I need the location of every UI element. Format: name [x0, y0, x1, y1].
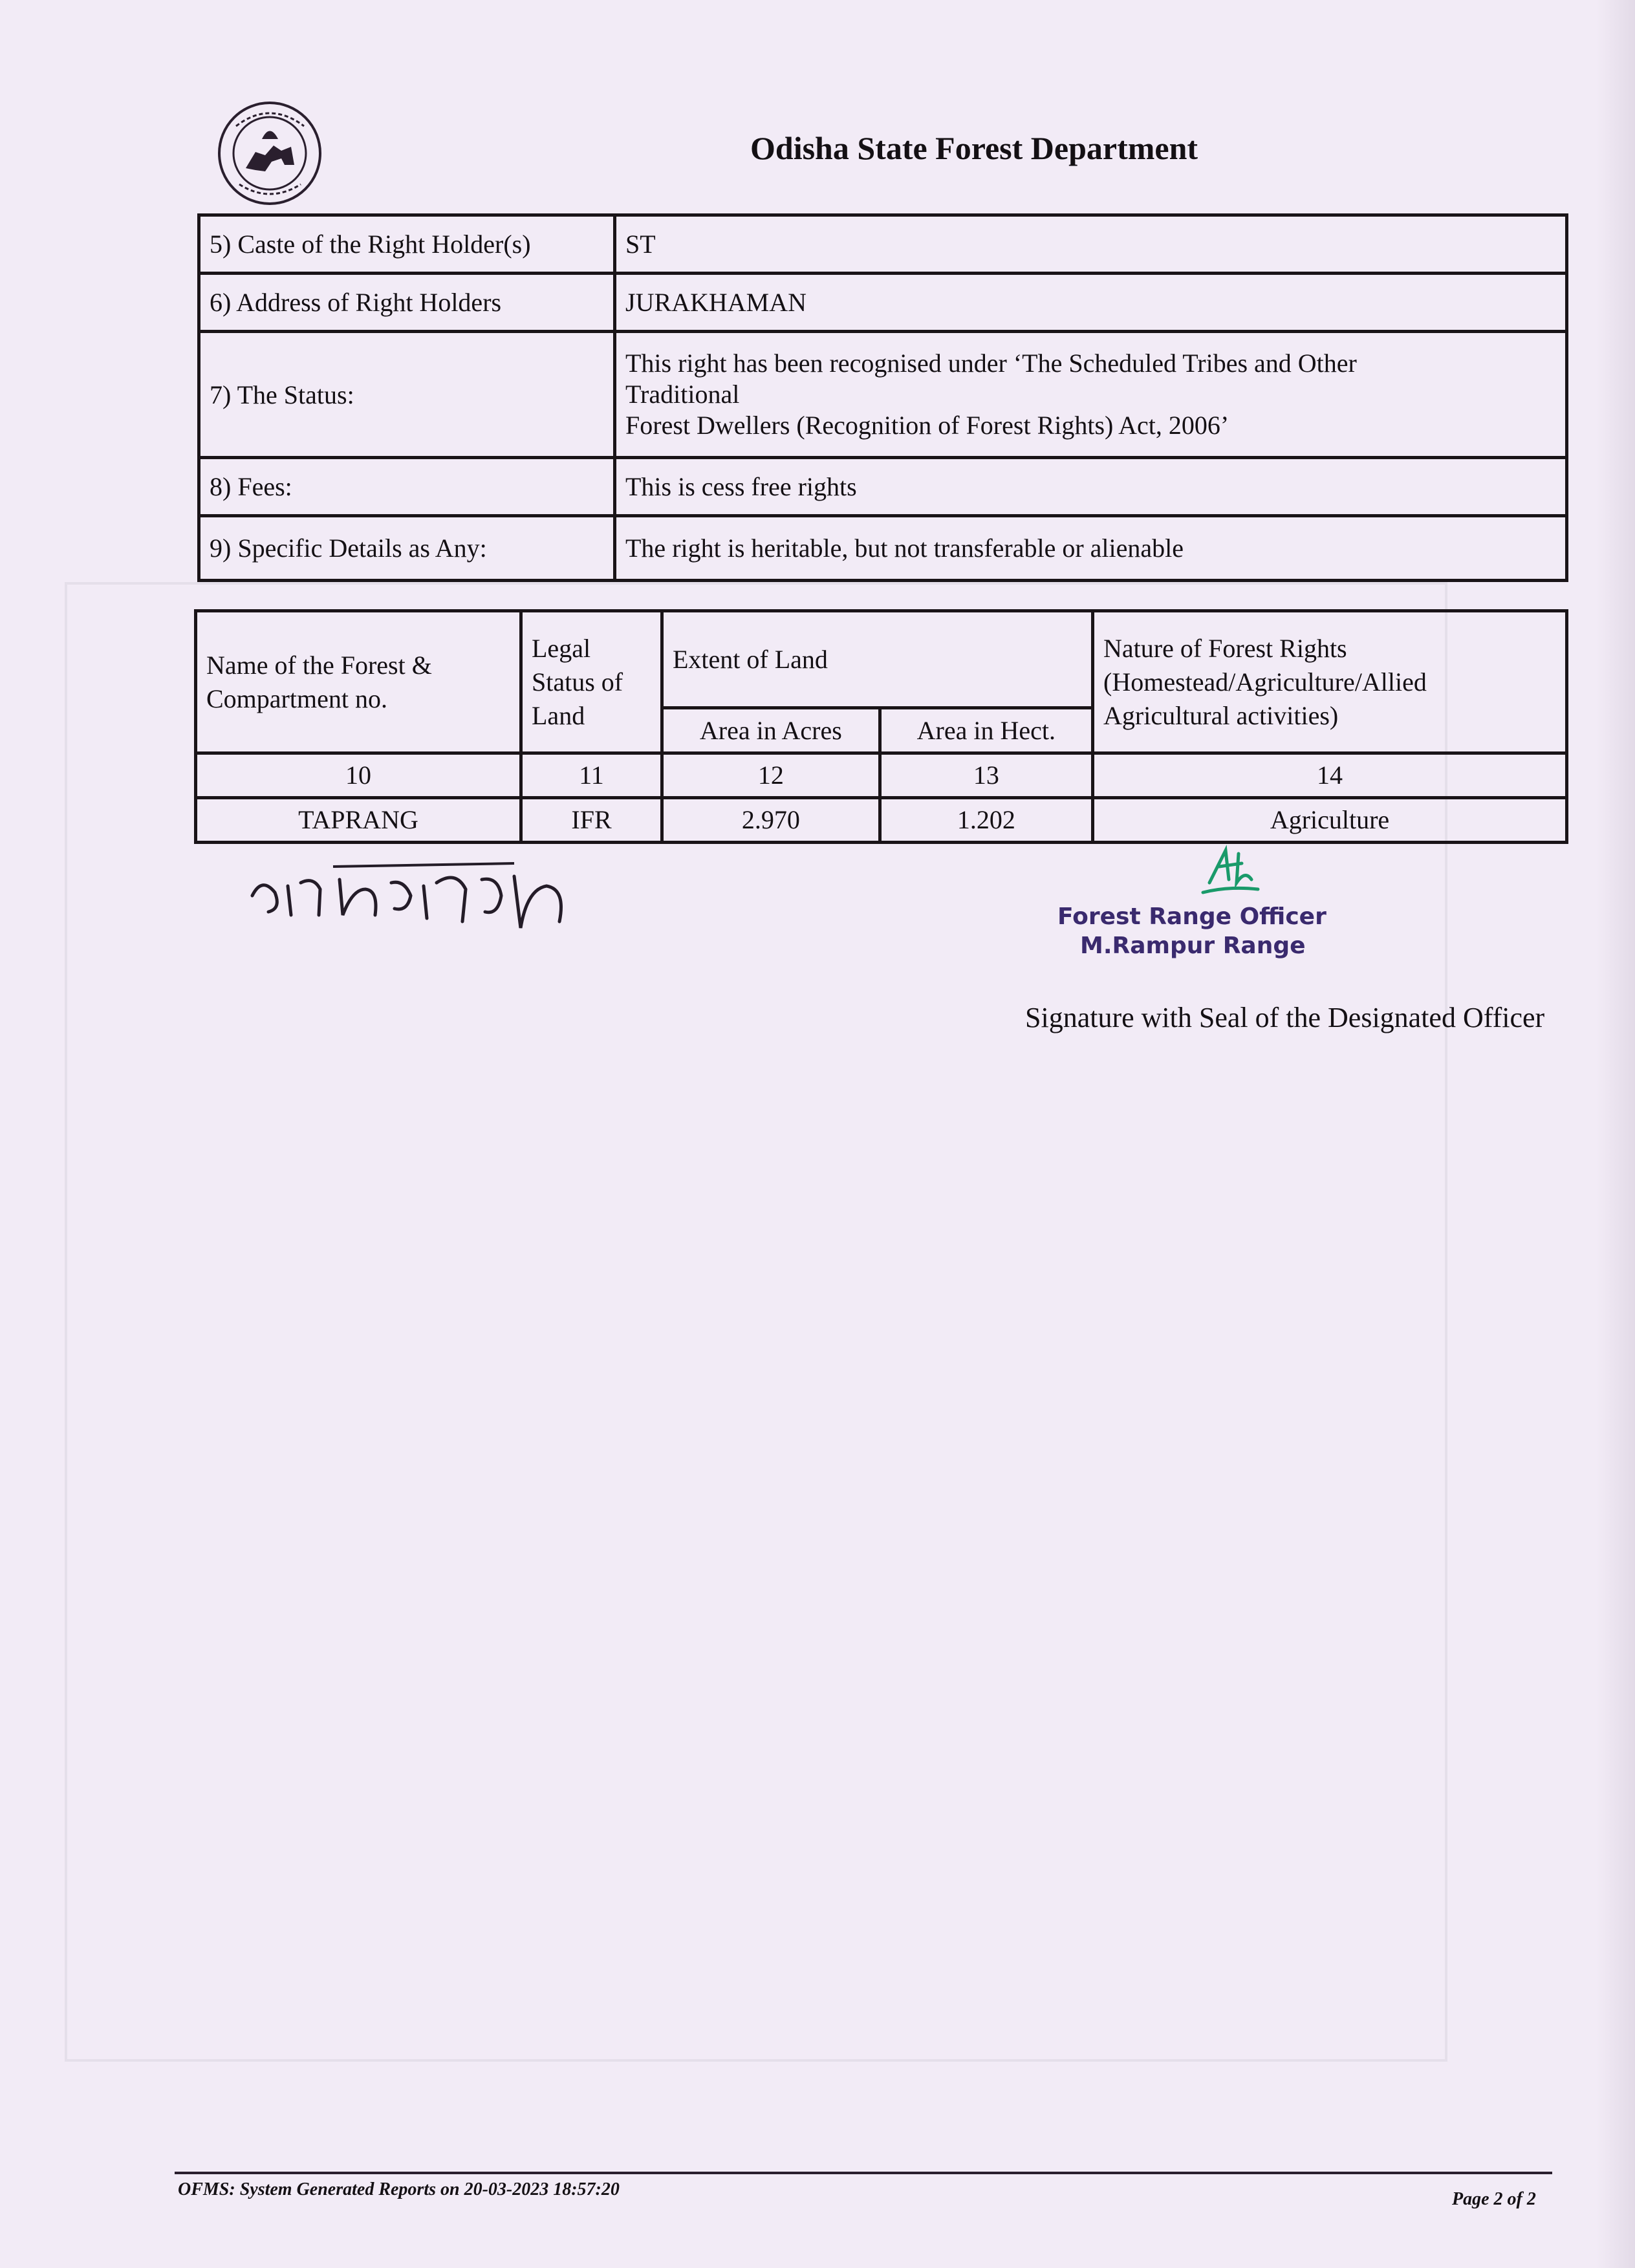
- status-line: Traditional: [625, 380, 740, 409]
- fees-value: This is cess free rights: [615, 458, 1567, 516]
- address-value: JURAKHAMAN: [615, 274, 1567, 332]
- table-row: [199, 458, 1567, 516]
- status-line: Forest Dwellers (Recognition of Forest Rights) Act, 2006’: [625, 411, 1229, 440]
- forest-name-header: Name of the Forest & Compartment no.: [196, 611, 521, 753]
- status-value: [615, 332, 1567, 458]
- officer-seal: [1057, 902, 1326, 960]
- address-label: 6) Address of Right Holders: [199, 274, 615, 332]
- legal-status-cell: IFR: [521, 798, 662, 843]
- status-label: 7) The Status:: [199, 332, 615, 458]
- seal-range: M.Rampur Range: [1080, 933, 1306, 959]
- page-number: Page 2 of 2: [1452, 2189, 1536, 2209]
- land-extent-table: [194, 609, 1568, 844]
- nature-header: Nature of Forest Rights (Homestead/Agriculture/Allied Agricultural activities): [1093, 611, 1567, 753]
- officer-initials-signature: [1196, 844, 1261, 899]
- footer-divider: [175, 2172, 1552, 2174]
- area-acres-header: Area in Acres: [662, 708, 880, 753]
- extent-header: Extent of Land: [662, 611, 1093, 708]
- table-row: [199, 215, 1567, 274]
- forest-name-cell: TAPRANG: [196, 798, 521, 843]
- caste-value: ST: [615, 215, 1567, 274]
- table-header-row: [196, 611, 1567, 708]
- odisha-emblem-icon: [217, 100, 323, 207]
- column-number: 13: [880, 753, 1092, 798]
- rights-details-table: [197, 213, 1568, 582]
- column-number: 10: [196, 753, 521, 798]
- column-number: 11: [521, 753, 662, 798]
- status-line: This right has been recognised under ‘The Scheduled Tribes and Other: [625, 349, 1357, 378]
- area-hect-cell: 1.202: [880, 798, 1092, 843]
- handwritten-signature: [243, 850, 579, 941]
- paper-edge-shadow: [1596, 0, 1635, 2268]
- column-number-row: [196, 753, 1567, 798]
- page-title: Odisha State Forest Department: [750, 130, 1198, 166]
- area-hect-header: Area in Hect.: [880, 708, 1092, 753]
- seal-designation: Forest Range Officer: [1057, 903, 1326, 930]
- nature-cell: Agriculture: [1093, 798, 1567, 843]
- table-row: [196, 798, 1567, 843]
- caste-label: 5) Caste of the Right Holder(s): [199, 215, 615, 274]
- footer-generated-note: OFMS: System Generated Reports on 20-03-2023 18:57:20: [178, 2179, 620, 2199]
- table-row: [199, 274, 1567, 332]
- table-row: [199, 332, 1567, 458]
- specific-details-value: The right is heritable, but not transferable or alienable: [615, 516, 1567, 581]
- legal-status-header: Legal Status of Land: [521, 611, 662, 753]
- area-acres-cell: 2.970: [662, 798, 880, 843]
- table-row: [199, 516, 1567, 581]
- signature-caption: Signature with Seal of the Designated Officer: [1025, 1002, 1545, 1033]
- column-number: 14: [1093, 753, 1567, 798]
- specific-details-label: 9) Specific Details as Any:: [199, 516, 615, 581]
- fees-label: 8) Fees:: [199, 458, 615, 516]
- column-number: 12: [662, 753, 880, 798]
